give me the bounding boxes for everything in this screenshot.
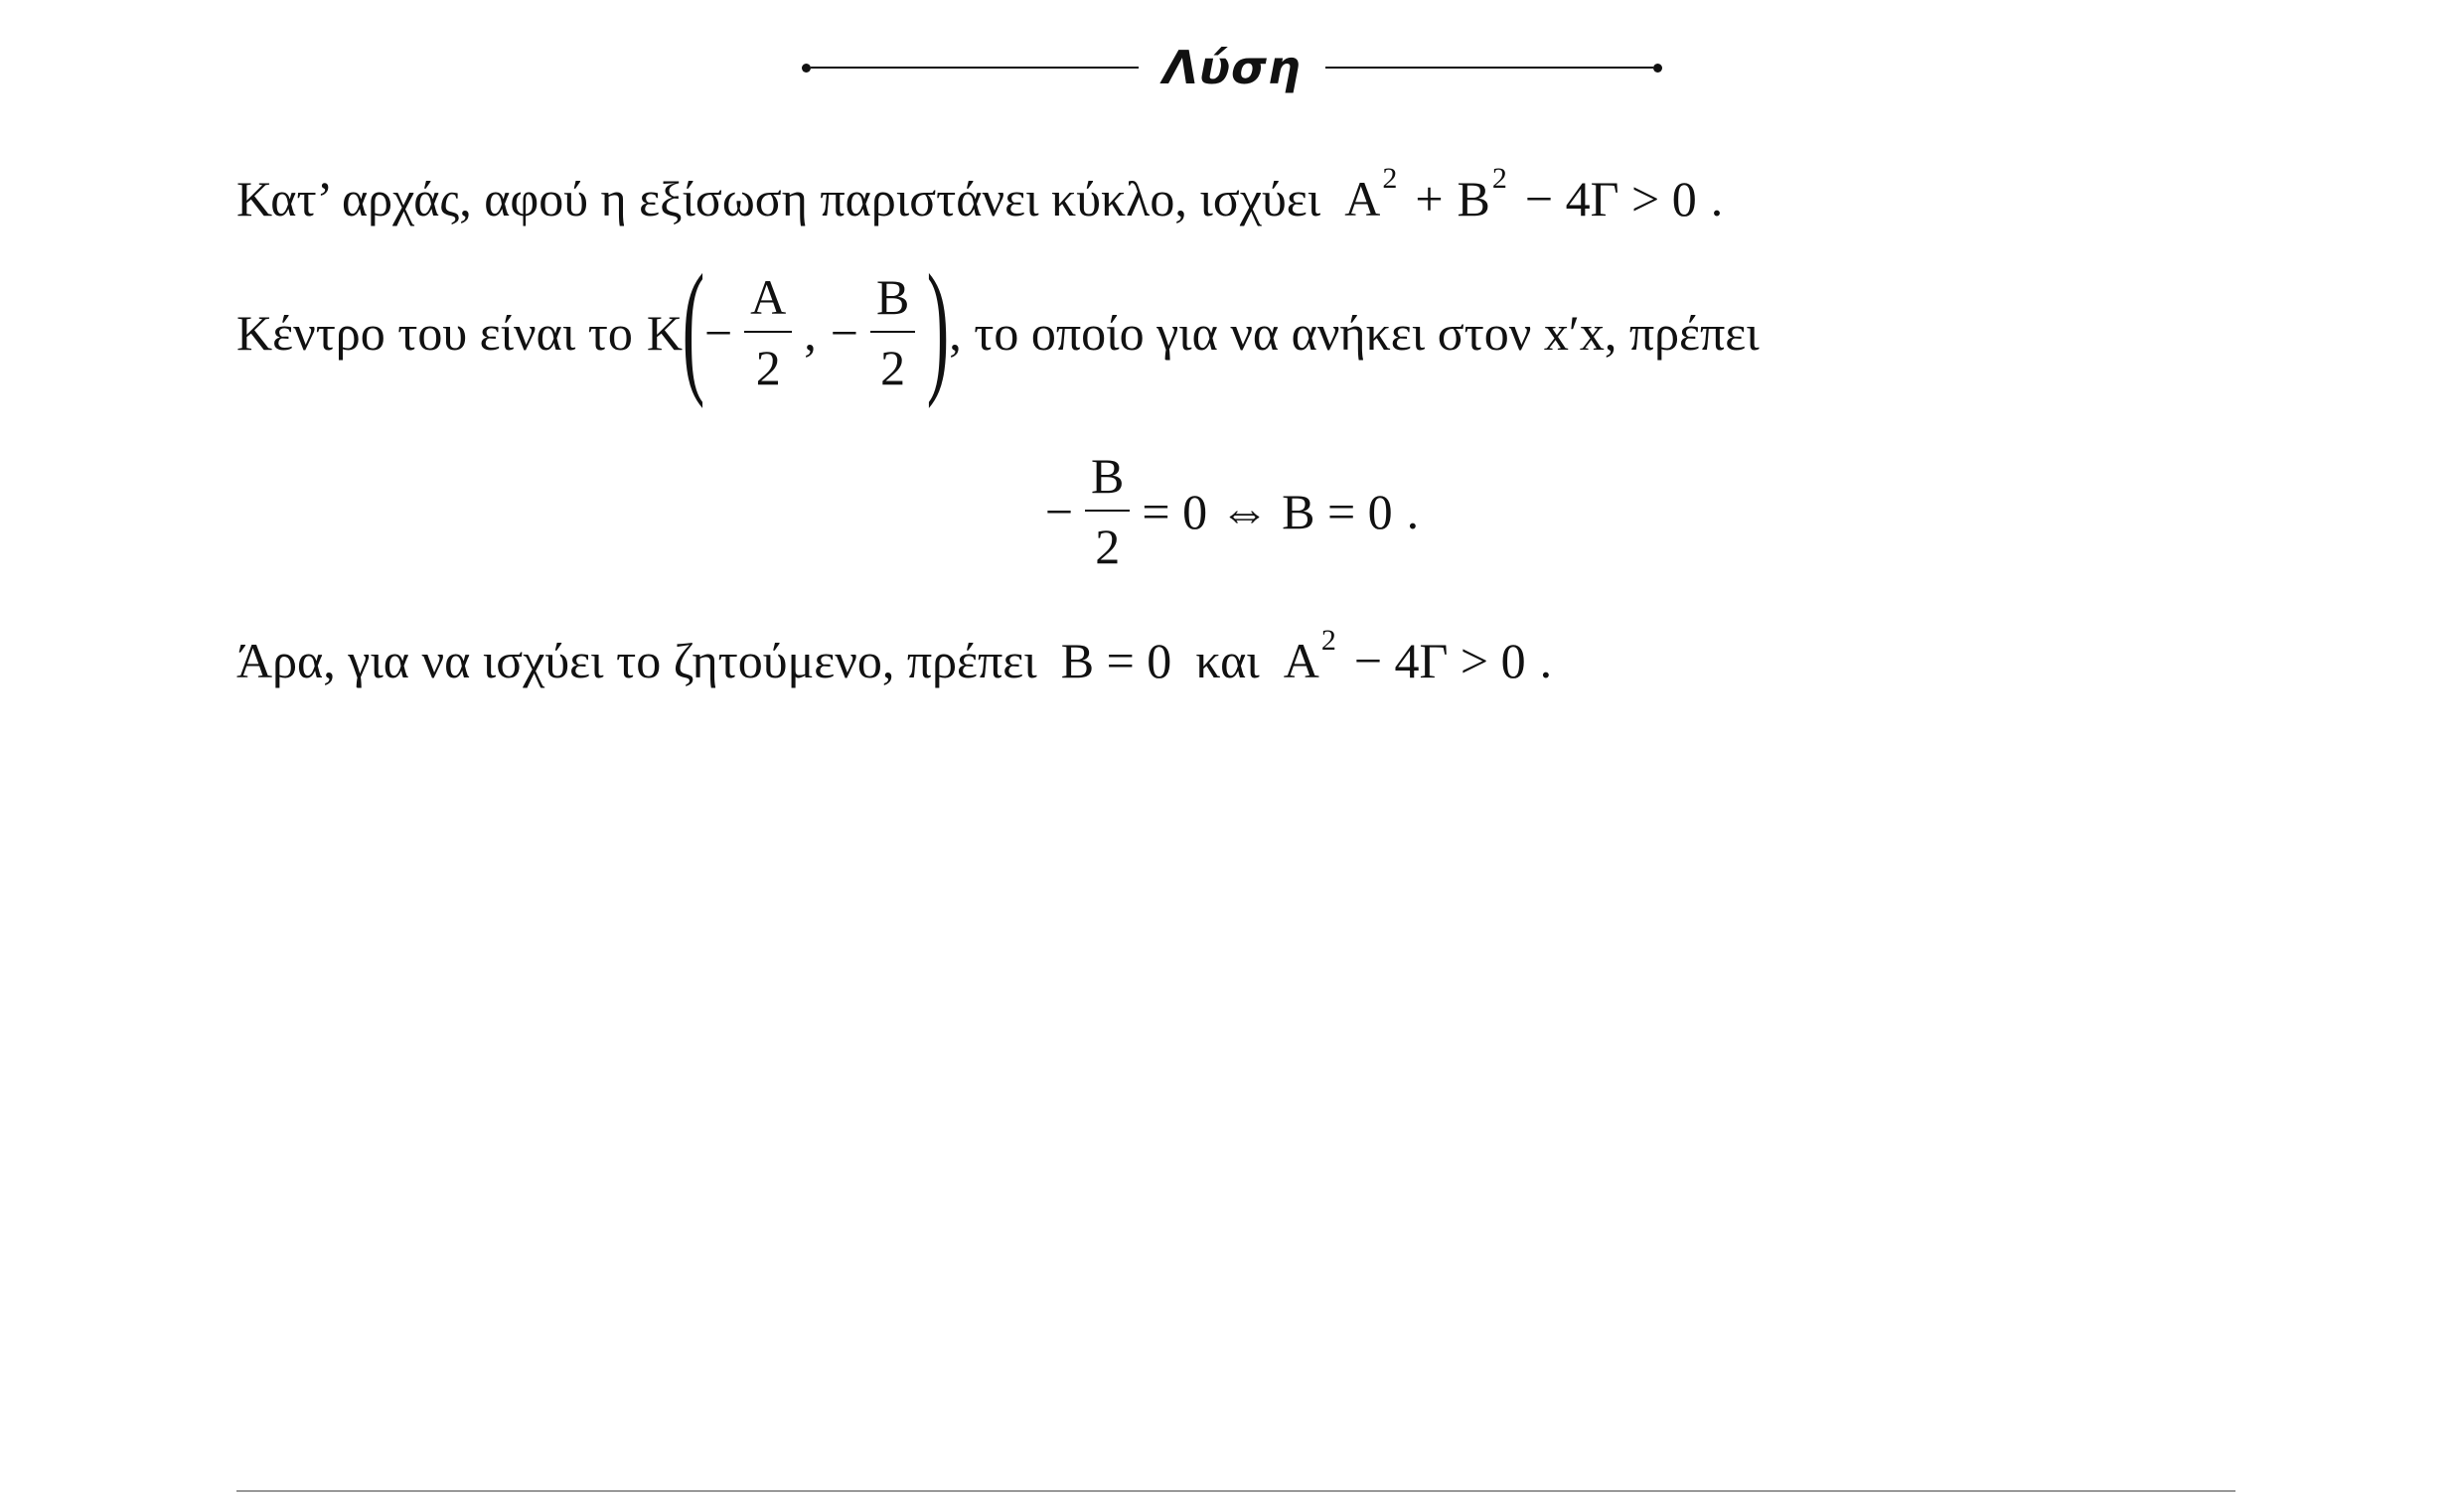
math-var-b: B — [1457, 171, 1490, 226]
condition-b-zero: B = 0 — [1060, 633, 1172, 688]
fraction-numerator: B — [1091, 448, 1125, 504]
fraction-denominator: 2 — [1095, 519, 1121, 574]
sentence-period: . — [1406, 484, 1420, 539]
math-operator: − — [830, 305, 858, 361]
center-point-formula — [646, 244, 950, 409]
fraction-denominator: 2 — [755, 340, 781, 395]
footer-divider — [236, 1490, 2235, 1492]
paragraph-text: Κέντρο του είναι το — [236, 305, 633, 361]
equation-b-zero — [1045, 449, 1419, 574]
right-paren: ) — [927, 244, 950, 409]
center-label: K — [646, 305, 684, 361]
paragraph-text-after: , το οποίο για να ανήκει στον x′x, πρέπει — [949, 305, 1760, 361]
fraction-b-over-2 — [1085, 449, 1130, 574]
header-left-rule — [802, 64, 1139, 73]
equation-rest: = 0 ⇔ B = 0 — [1142, 484, 1393, 539]
math-comma: , — [804, 305, 817, 361]
sentence-period: . — [1539, 633, 1553, 688]
math-inequality: − 4Γ > 0 — [1353, 633, 1526, 688]
paragraph-circle-condition — [236, 164, 1723, 233]
left-paren: ( — [682, 244, 705, 409]
math-exponent: 2 — [1320, 624, 1336, 657]
math-operator: + — [1415, 171, 1444, 226]
math-operator: − — [703, 305, 733, 361]
math-inequality: − 4Γ > 0 — [1524, 171, 1697, 226]
conjunction: και — [1195, 633, 1260, 688]
fraction-denominator: 2 — [880, 340, 906, 395]
fraction-b-over-2 — [870, 270, 915, 395]
header-right-rule — [1325, 64, 1662, 73]
section-header — [0, 38, 2464, 97]
math-exponent: 2 — [1491, 162, 1507, 195]
math-exponent: 2 — [1382, 162, 1398, 195]
conclusion-condition — [1060, 624, 1526, 689]
paragraph-text: Κατ’ αρχάς, αφού η εξίσωση παριστάνει κύκλο, ισχύει — [236, 171, 1321, 226]
fraction-a-over-2 — [744, 270, 792, 395]
sentence-period: . — [1710, 171, 1724, 226]
math-var-a: A — [1344, 171, 1381, 226]
paragraph-center — [236, 244, 1760, 412]
fraction-numerator: B — [875, 269, 910, 325]
paragraph-conclusion — [236, 596, 1552, 725]
circle-condition-formula — [1344, 162, 1697, 227]
math-var-a: A — [1283, 633, 1319, 688]
paragraph-text: Άρα, για να ισχύει το ζητούμενο, πρέπει — [236, 633, 1037, 688]
display-equation — [0, 437, 2464, 586]
math-operator: − — [1044, 484, 1074, 539]
section-title: Λύση — [1162, 41, 1302, 94]
fraction-numerator: A — [750, 269, 787, 325]
